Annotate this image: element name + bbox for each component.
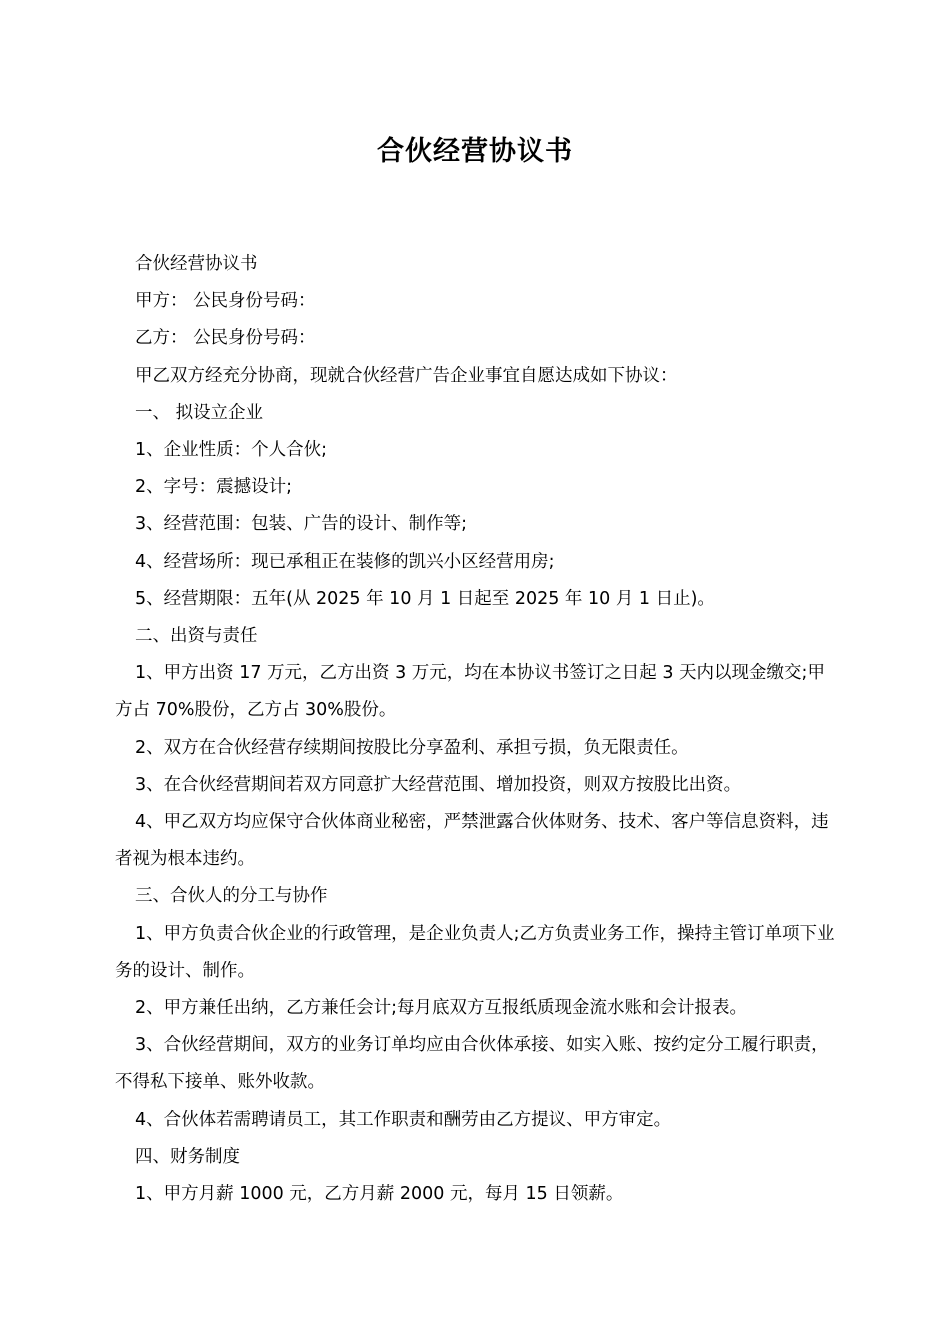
document-body	[115, 246, 837, 1213]
section-heading-3: 三、合伙人的分工与协作	[135, 886, 328, 907]
clause-1-3: 3、经营范围：包装、广告的设计、制作等;	[135, 514, 468, 535]
paragraph-heading-repeat: 合伙经营协议书	[135, 254, 258, 274]
paragraph-preamble: 甲乙双方经充分协商，现就合伙经营广告企业事宜自愿达成如下协议：	[135, 365, 678, 386]
clause-1-4: 4、经营场所：现已承租正在装修的凯兴小区经营用房;	[135, 551, 555, 572]
clause-3-3: 3、合伙经营期间，双方的业务订单均应由合伙体承接、如实入账、按约定分工履行职责，不得私下接单、账外收款。	[115, 1035, 829, 1093]
clause-1-1: 1、企业性质：个人合伙;	[135, 440, 328, 461]
section-heading-4: 四、财务制度	[135, 1146, 240, 1167]
clause-2-2: 2、双方在合伙经营存续期间按股比分享盈利、承担亏损，负无限责任。	[135, 737, 689, 758]
paragraph-party-b: 乙方： 公民身份号码：	[135, 328, 316, 349]
clause-3-2: 2、甲方兼任出纳，乙方兼任会计;每月底双方互报纸质现金流水账和会计报表。	[135, 998, 748, 1019]
clause-2-4: 4、甲乙双方均应保守合伙体商业秘密，严禁泄露合伙体财务、技术、客户等信息资料，违者视为根本违约。	[115, 812, 829, 870]
clause-2-3: 3、在合伙经营期间若双方同意扩大经营范围、增加投资，则双方按股比出资。	[135, 774, 742, 795]
section-heading-1: 一、 拟设立企业	[135, 402, 264, 423]
clause-3-1: 1、甲方负责合伙企业的行政管理，是企业负责人;乙方负责业务工作，操持主管订单项下业务的设计、制作。	[115, 923, 835, 981]
section-heading-2: 二、出资与责任	[135, 626, 258, 647]
clause-2-1: 1、甲方出资 17 万元，乙方出资 3 万元，均在本协议书签订之日起 3 天内以现金缴交;甲方占 70%股份，乙方占 30%股份。	[115, 663, 825, 721]
paragraph-party-a: 甲方： 公民身份号码：	[135, 291, 316, 312]
clause-3-4: 4、合伙体若需聘请员工，其工作职责和酬劳由乙方提议、甲方审定。	[135, 1109, 672, 1130]
clause-4-1: 1、甲方月薪 1000 元，乙方月薪 2000 元，每月 15 日领薪。	[135, 1184, 624, 1205]
clause-1-2: 2、字号：震撼设计;	[135, 477, 293, 498]
document-title: 合伙经营协议书	[377, 136, 573, 167]
clause-1-5: 5、经营期限：五年(从 2025 年 10 月 1 日起至 2025 年 10 月 1 日止)。	[135, 588, 715, 609]
